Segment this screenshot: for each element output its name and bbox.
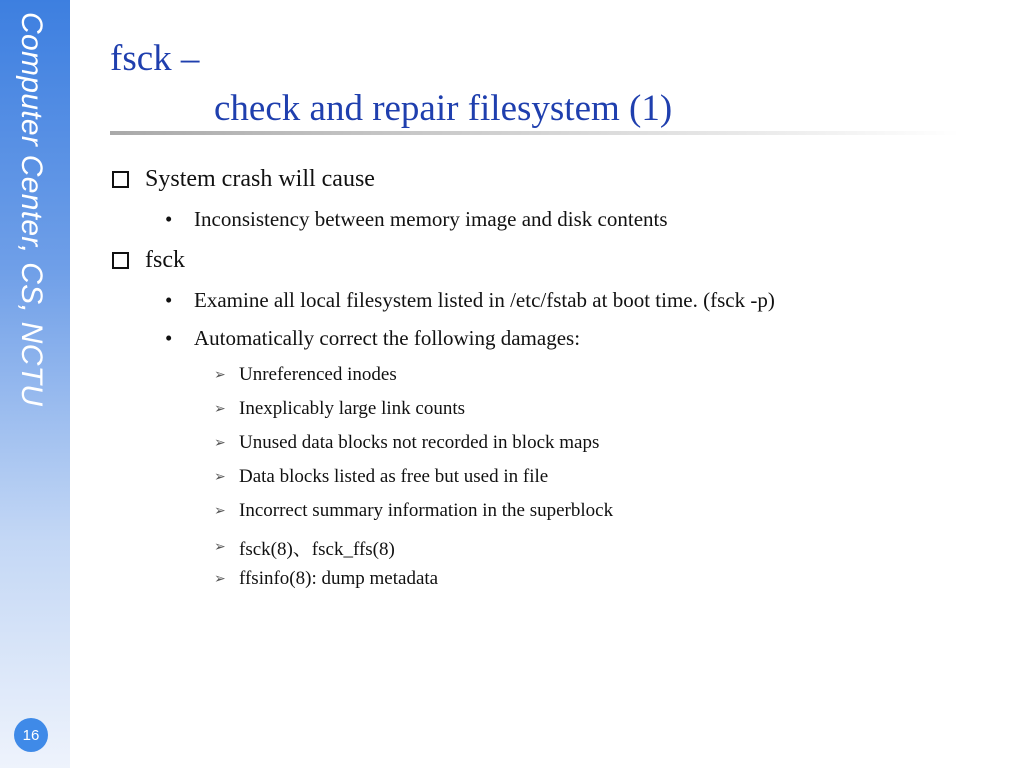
sub-list-item <box>214 500 613 522</box>
checkbox-bullet-icon <box>112 171 129 188</box>
sub-list-item <box>214 534 395 561</box>
section-label: fsck <box>145 247 185 273</box>
sidebar-caption: Computer Center, CS, NCTU <box>15 12 48 407</box>
list-item-text: Examine all local filesystem listed in /etc/fstab at boot time. (fsck -p) <box>194 288 775 312</box>
list-item-text: Inconsistency between memory image and disk contents <box>194 207 668 231</box>
list-item-text: Automatically correct the following damages: <box>194 326 581 350</box>
sub-list-item-text: Unreferenced inodes <box>239 364 397 385</box>
sub-list-item <box>214 466 548 488</box>
arrow-bullet-icon: ➢ <box>214 540 226 555</box>
sub-list-item <box>214 568 438 590</box>
sub-list-item <box>214 432 599 454</box>
sub-list-item <box>214 364 397 386</box>
page-number-badge: 16 <box>14 718 48 752</box>
sub-list-item-text: Incorrect summary information in the superblock <box>239 500 614 521</box>
slide-title <box>110 34 672 134</box>
arrow-bullet-icon: ➢ <box>214 469 226 485</box>
arrow-bullet-icon: ➢ <box>214 503 226 519</box>
title-line-2: check and repair filesystem (1) <box>214 88 673 129</box>
section-system-crash <box>112 166 375 193</box>
dot-bullet-icon: • <box>165 288 173 312</box>
sub-list-item-text: ffsinfo(8): dump metadata <box>239 568 439 589</box>
list-item <box>165 207 668 232</box>
sub-list-item <box>214 398 465 420</box>
arrow-bullet-icon: ➢ <box>214 367 226 383</box>
arrow-bullet-icon: ➢ <box>214 571 226 587</box>
checkbox-bullet-icon <box>112 252 129 269</box>
list-item <box>165 288 775 313</box>
arrow-bullet-icon: ➢ <box>214 435 226 451</box>
dot-bullet-icon: • <box>165 326 173 350</box>
list-item <box>165 326 580 351</box>
arrow-bullet-icon: ➢ <box>214 401 226 417</box>
sub-list-item-text: Inexplicably large link counts <box>239 398 466 419</box>
dot-bullet-icon: • <box>165 207 173 231</box>
sub-list-item-text: Data blocks listed as free but used in file <box>239 466 549 487</box>
sub-list-item-text: fsck(8)、fsck_ffs(8) <box>239 539 395 560</box>
title-divider <box>110 131 960 135</box>
title-line-1: fsck – <box>110 38 200 79</box>
sidebar-banner <box>0 0 70 768</box>
section-fsck <box>112 247 185 274</box>
section-label: System crash will cause <box>145 166 375 192</box>
sub-list-item-text: Unused data blocks not recorded in block maps <box>239 432 600 453</box>
